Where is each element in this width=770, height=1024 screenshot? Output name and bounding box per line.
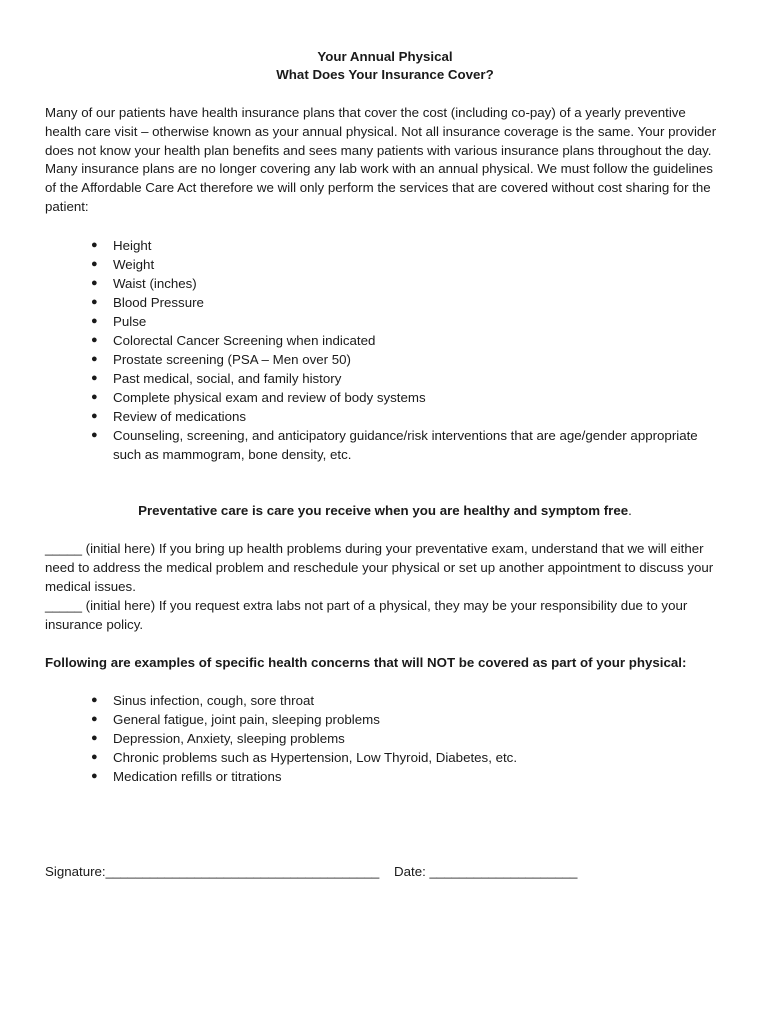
bullet-icon: ● (91, 712, 98, 725)
signature-field[interactable]: Signature:_____________________________________ (45, 864, 380, 879)
bullet-icon: ● (91, 371, 98, 384)
document-title: Your Annual Physical (317, 49, 453, 64)
covered-services-list (45, 236, 725, 464)
preventative-statement: Preventative care is care you receive when you are healthy and symptom free. (138, 502, 632, 518)
bullet-icon: ● (91, 314, 98, 327)
list-item: ● Pulse (91, 313, 147, 329)
bullet-icon: ● (91, 731, 98, 744)
list-item: ● Blood Pressure (91, 294, 204, 310)
list-item: ● Prostate screening (PSA – Men over 50) (91, 351, 351, 367)
bullet-icon: ● (91, 352, 98, 365)
not-covered-heading: Following are examples of specific health concerns that will NOT be covered as part of your physical: (45, 654, 687, 670)
list-item: ● Medication refills or titrations (91, 768, 282, 784)
document-subtitle: What Does Your Insurance Cover? (276, 67, 494, 82)
bullet-icon: ● (91, 409, 98, 422)
initial-statement-1: _____ (initial here) If you bring up health problems during your preventative exam, understand that we will either need to address the medical problem and reschedule your physical or set up another appointment to discuss your medical issues. (45, 540, 714, 594)
intro-paragraph: Many of our patients have health insurance plans that cover the cost (including co-pay) of a yearly preventive health care visit – otherwise known as your annual physical. Not all insurance coverage is the same. Your provider does not know your health plan benefits and sees many patients with various insurance plans throughout the day. Many insurance plans are no longer covering any lab work with an annual physical. We must follow the guidelines of the Affordable Care Act therefore we will only perform the services that are covered without cost sharing for the patient: (45, 105, 717, 214)
bullet-icon: ● (91, 428, 98, 441)
list-item: ● Depression, Anxiety, sleeping problems (91, 730, 345, 746)
bullet-icon: ● (91, 390, 98, 403)
list-item: ● Complete physical exam and review of body systems (91, 389, 426, 405)
list-item: ● Colorectal Cancer Screening when indicated (91, 332, 376, 348)
list-item: ● Height (91, 237, 152, 253)
signature-row (45, 862, 725, 881)
list-item: ● Weight (91, 256, 155, 272)
bullet-icon: ● (91, 257, 98, 270)
date-field[interactable]: Date: ____________________ (394, 864, 578, 879)
document-page (45, 48, 725, 786)
bullet-icon: ● (91, 295, 98, 308)
not-covered-list (45, 691, 725, 786)
title-block (45, 48, 725, 84)
bullet-icon: ● (91, 238, 98, 251)
bullet-icon: ● (91, 333, 98, 346)
list-item: ● Waist (inches) (91, 275, 197, 291)
bullet-icon: ● (91, 750, 98, 763)
list-item: ● Review of medications (91, 408, 247, 424)
list-item: ● Counseling, screening, and anticipatory guidance/risk interventions that are age/gender appropriate such as mammogram, bone density, etc. (91, 427, 698, 462)
list-item: ● Past medical, social, and family history (91, 370, 342, 386)
initial-statement-2: _____ (initial here) If you request extra labs not part of a physical, they may be your responsibility due to your insurance policy. (45, 597, 688, 632)
list-item: ● Sinus infection, cough, sore throat (91, 692, 315, 708)
bullet-icon: ● (91, 769, 98, 782)
bullet-icon: ● (91, 276, 98, 289)
list-item: ● General fatigue, joint pain, sleeping problems (91, 711, 380, 727)
list-item: ● Chronic problems such as Hypertension, Low Thyroid, Diabetes, etc. (91, 749, 518, 765)
bullet-icon: ● (91, 693, 98, 706)
initial-statements (45, 539, 725, 634)
